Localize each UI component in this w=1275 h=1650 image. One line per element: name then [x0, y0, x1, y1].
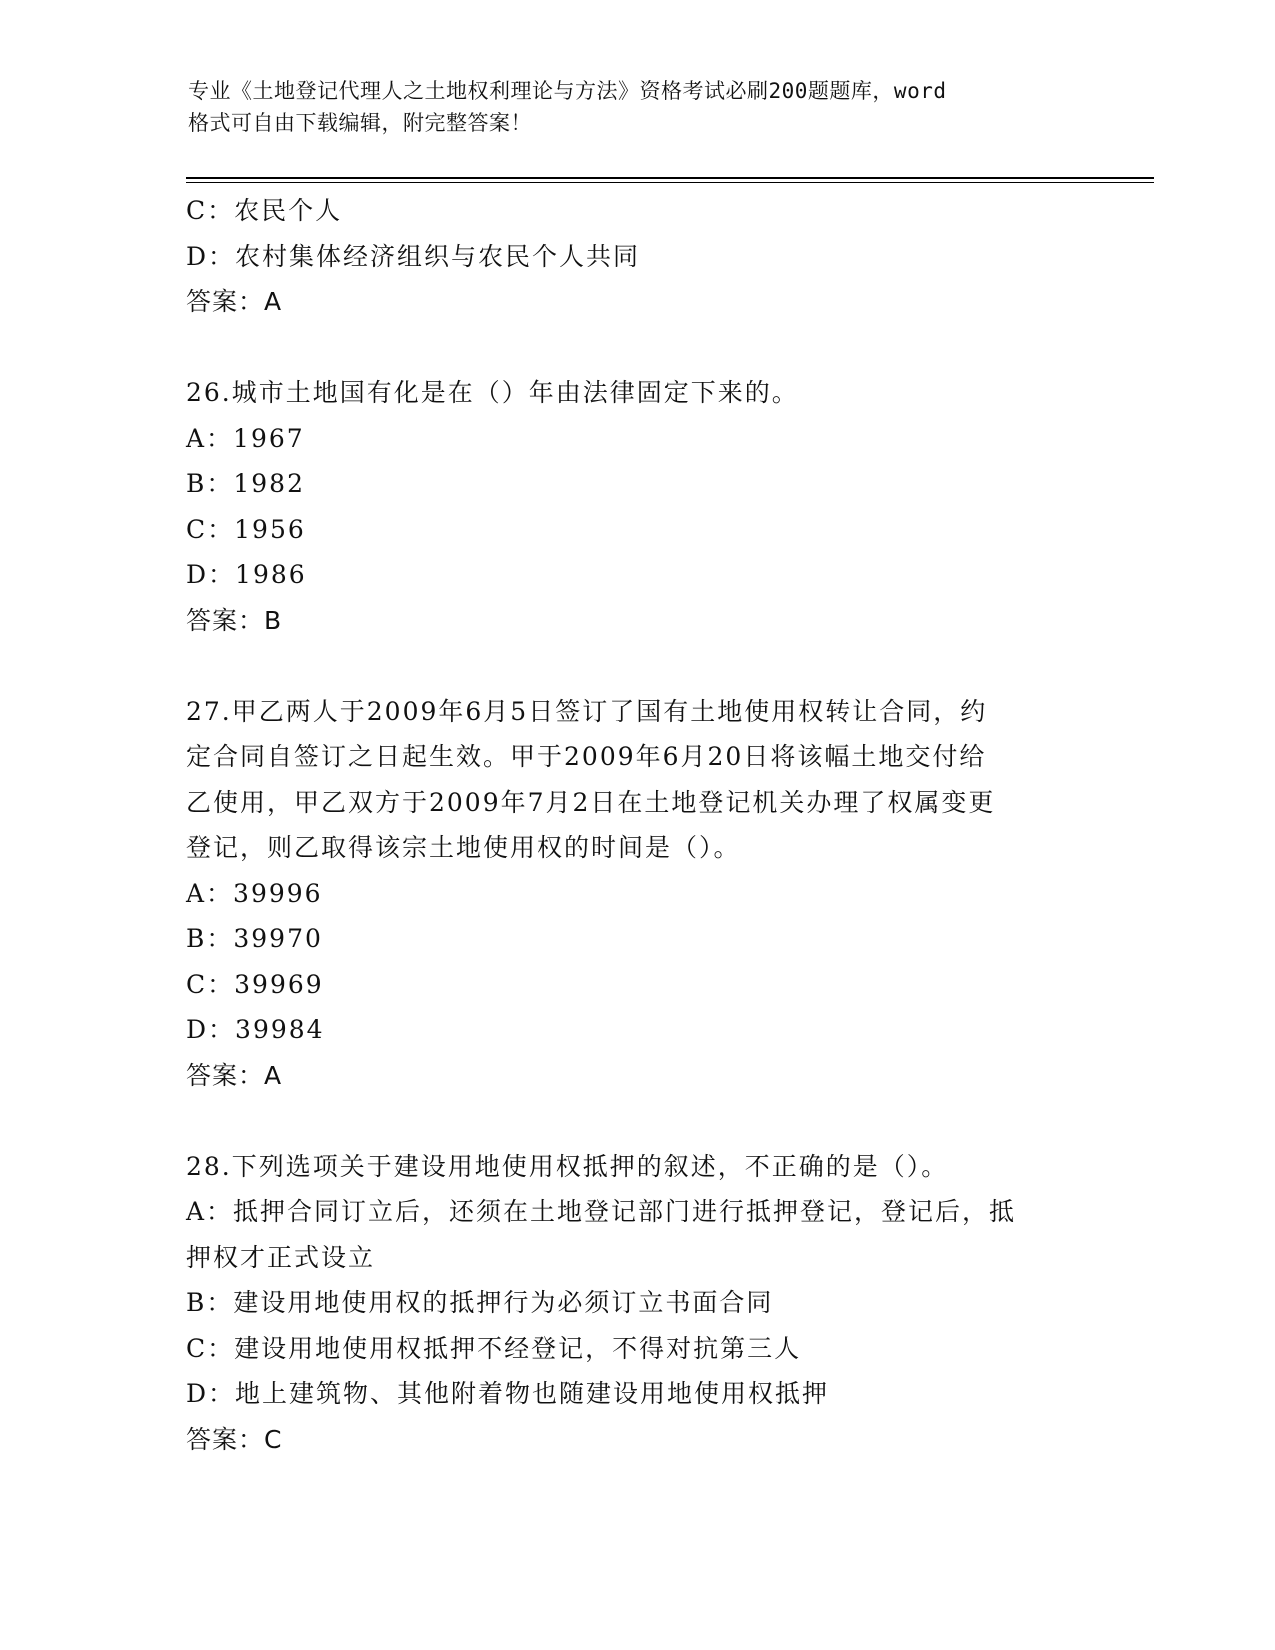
answer: 答案：A [186, 287, 283, 316]
option-a-continued: 押权才正式设立 [186, 1242, 376, 1272]
option-d: D：39984 [186, 1015, 325, 1044]
option-b: B：1982 [186, 469, 305, 498]
answer: 答案：C [186, 1424, 283, 1454]
question-stem: 27.甲乙两人于2009年6月5日签订了国有土地使用权转让合同，约 [186, 696, 988, 726]
answer: 答案：B [186, 605, 283, 635]
question-26 [186, 370, 1086, 643]
spacer [186, 643, 1086, 689]
question-stem: 乙使用，甲乙双方于2009年7月2日在土地登记机关办理了权属变更 [186, 787, 996, 817]
option-c: C：建设用地使用权抵押不经登记，不得对抗第三人 [186, 1333, 802, 1363]
question-27 [186, 689, 1086, 1099]
option-c: C：农民个人 [186, 196, 343, 225]
header-rule-thick [186, 177, 1154, 179]
header-line-2: 格式可自由下载编辑，附完整答案！ [188, 111, 532, 135]
header-line-1: 专业《土地登记代理人之土地权利理论与方法》资格考试必刷200题题库，word [188, 79, 947, 103]
question-content [186, 188, 1086, 1462]
option-d: D：1986 [186, 560, 307, 589]
header-rule-thin [186, 182, 1154, 183]
option-c: C：39969 [186, 969, 324, 999]
option-d: D：地上建筑物、其他附着物也随建设用地使用权抵押 [186, 1379, 830, 1408]
option-a: A：1967 [186, 423, 305, 453]
option-a: A：39996 [186, 878, 323, 908]
question-stem: 定合同自签订之日起生效。甲于2009年6月20日将该幅土地交付给 [186, 742, 987, 771]
prev-question [186, 188, 1086, 325]
answer: 答案：A [186, 1060, 283, 1090]
page-header [188, 75, 1068, 139]
option-b: B：建设用地使用权的抵押行为必须订立书面合同 [186, 1288, 774, 1317]
question-stem: 28.下列选项关于建设用地使用权抵押的叙述，不正确的是（）。 [186, 1151, 949, 1181]
option-a: A：抵押合同订立后，还须在土地登记部门进行抵押登记，登记后，抵 [186, 1197, 1017, 1226]
option-d: D：农村集体经济组织与农民个人共同 [186, 241, 641, 271]
option-b: B：39970 [186, 924, 323, 953]
spacer [186, 1098, 1086, 1144]
question-stem: 登记，则乙取得该宗土地使用权的时间是（）。 [186, 833, 741, 862]
spacer [186, 325, 1086, 371]
option-c: C：1956 [186, 514, 306, 544]
question-stem: 26.城市土地国有化是在（）年由法律固定下来的。 [186, 378, 799, 407]
question-28 [186, 1144, 1086, 1463]
